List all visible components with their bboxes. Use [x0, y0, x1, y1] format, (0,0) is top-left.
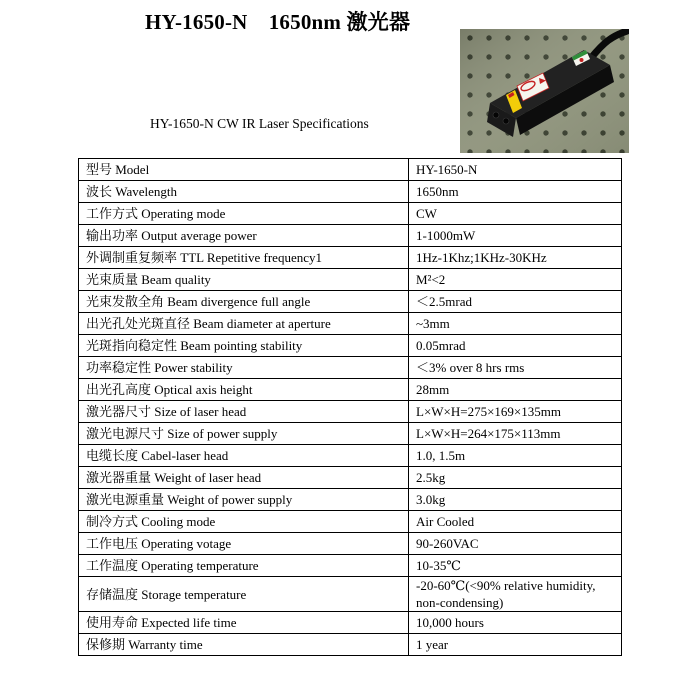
spec-value-cell: L×W×H=264×175×113mm — [409, 423, 622, 445]
spec-value-cell: ＜2.5mrad — [409, 291, 622, 313]
spec-label-cell: 激光器尺寸 Size of laser head — [79, 401, 409, 423]
spec-row — [79, 291, 622, 313]
spec-row — [79, 423, 622, 445]
spec-row — [79, 555, 622, 577]
spec-value-cell: 90-260VAC — [409, 533, 622, 555]
page-title: HY-1650-N 1650nm 激光器 — [145, 10, 411, 34]
spec-label-cell: 工作电压 Operating votage — [79, 533, 409, 555]
spec-label-cell: 激光电源尺寸 Size of power supply — [79, 423, 409, 445]
spec-label-cell: 外调制重复频率 TTL Repetitive frequency1 — [79, 247, 409, 269]
spec-label-cell: 存储温度 Storage temperature — [79, 577, 409, 612]
spec-row — [79, 203, 622, 225]
spec-row — [79, 467, 622, 489]
spec-label-cell: 功率稳定性 Power stability — [79, 357, 409, 379]
spec-value-cell: 1Hz-1Khz;1KHz-30KHz — [409, 247, 622, 269]
product-photo-svg — [460, 29, 629, 153]
spec-value-cell: 28mm — [409, 379, 622, 401]
spec-label-cell: 波长 Wavelength — [79, 181, 409, 203]
spec-value-cell: CW — [409, 203, 622, 225]
spec-value-cell: 2.5kg — [409, 467, 622, 489]
spec-label-cell: 激光器重量 Weight of laser head — [79, 467, 409, 489]
spec-label-cell: 工作方式 Operating mode — [79, 203, 409, 225]
aperture-hole — [493, 112, 499, 118]
spec-value-cell: 10,000 hours — [409, 612, 622, 634]
aperture-hole-2 — [503, 118, 509, 124]
spec-label-cell: 光束质量 Beam quality — [79, 269, 409, 291]
spec-value-cell: M²<2 — [409, 269, 622, 291]
spec-value-cell: 3.0kg — [409, 489, 622, 511]
spec-row — [79, 489, 622, 511]
spec-row — [79, 612, 622, 634]
spec-row — [79, 401, 622, 423]
spec-value-cell: 10-35℃ — [409, 555, 622, 577]
spec-value-cell: ＜3% over 8 hrs rms — [409, 357, 622, 379]
spec-label-cell: 型号 Model — [79, 159, 409, 181]
spec-label-cell: 制冷方式 Cooling mode — [79, 511, 409, 533]
spec-label-cell: 出光孔处光斑直径 Beam diameter at aperture — [79, 313, 409, 335]
spec-label-cell: 输出功率 Output average power — [79, 225, 409, 247]
spec-value-cell: 1.0, 1.5m — [409, 445, 622, 467]
spec-row — [79, 533, 622, 555]
spec-row — [79, 181, 622, 203]
spec-value-cell: 1-1000mW — [409, 225, 622, 247]
spec-row — [79, 269, 622, 291]
spec-value-cell: ~3mm — [409, 313, 622, 335]
spec-row — [79, 357, 622, 379]
spec-row — [79, 225, 622, 247]
spec-value-cell: HY-1650-N — [409, 159, 622, 181]
spec-row — [79, 577, 622, 612]
spec-label-cell: 电缆长度 Cabel-laser head — [79, 445, 409, 467]
spec-label-cell: 光束发散全角 Beam divergence full angle — [79, 291, 409, 313]
spec-label-cell: 保修期 Warranty time — [79, 634, 409, 656]
spec-row — [79, 247, 622, 269]
spec-row — [79, 159, 622, 181]
rear-label-red-dot — [580, 58, 584, 62]
spec-label-cell: 工作温度 Operating temperature — [79, 555, 409, 577]
spec-row — [79, 445, 622, 467]
spec-row — [79, 634, 622, 656]
spec-value-cell: -20-60℃(<90% relative humidity, non-condensing) — [409, 577, 622, 612]
spec-table — [78, 158, 622, 656]
spec-row — [79, 335, 622, 357]
spec-value-cell: L×W×H=275×169×135mm — [409, 401, 622, 423]
spec-table-body — [79, 159, 622, 656]
spec-label-cell: 使用寿命 Expected life time — [79, 612, 409, 634]
spec-row — [79, 511, 622, 533]
spec-value-cell: Air Cooled — [409, 511, 622, 533]
table-caption: HY-1650-N CW IR Laser Specifications — [150, 116, 369, 131]
spec-value-cell: 1 year — [409, 634, 622, 656]
spec-row — [79, 379, 622, 401]
spec-label-cell: 光斑指向稳定性 Beam pointing stability — [79, 335, 409, 357]
spec-label-cell: 出光孔高度 Optical axis height — [79, 379, 409, 401]
product-photo — [460, 29, 629, 153]
spec-value-cell: 0.05mrad — [409, 335, 622, 357]
spec-row — [79, 313, 622, 335]
spec-label-cell: 激光电源重量 Weight of power supply — [79, 489, 409, 511]
spec-value-cell: 1650nm — [409, 181, 622, 203]
